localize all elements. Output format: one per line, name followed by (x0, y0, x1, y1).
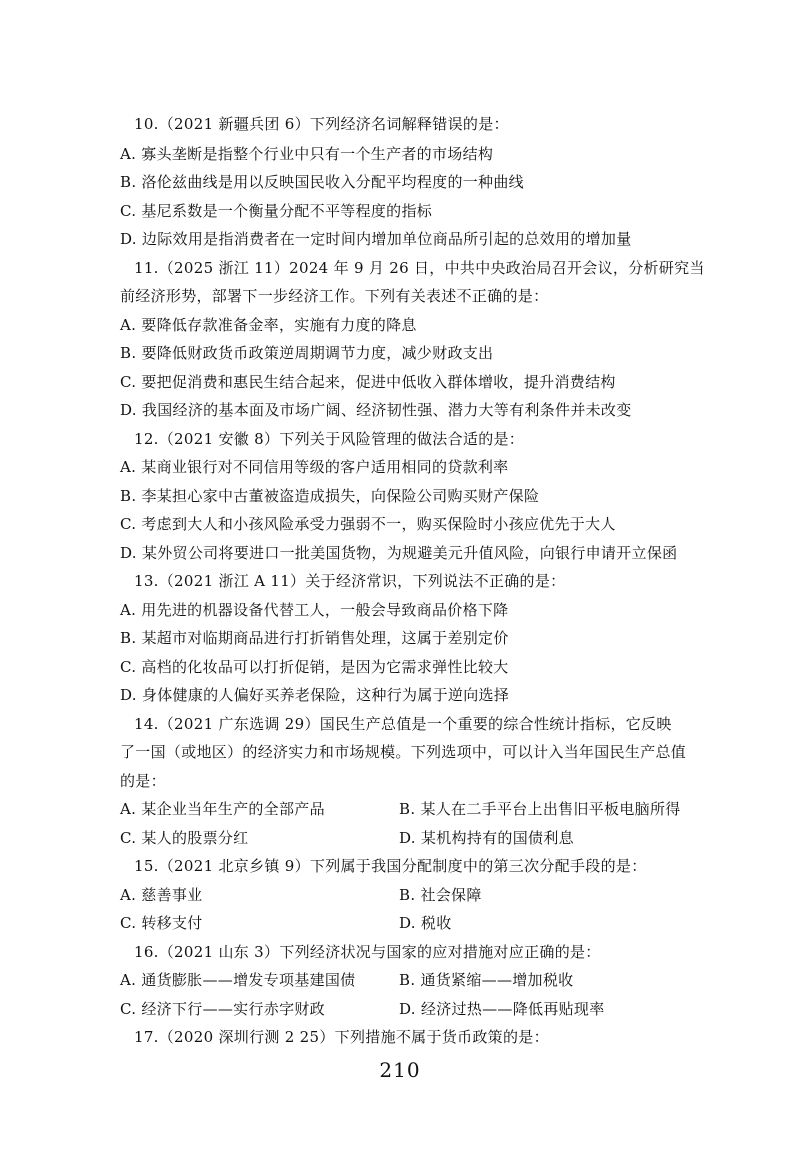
question-14-option-c: C. 某人的股票分红 (120, 829, 249, 847)
question-10-option-c: C. 基尼系数是一个衡量分配不平等程度的指标 (120, 202, 433, 220)
question-10-stem: 10.（2021 新疆兵团 6）下列经济名词解释错误的是： (134, 115, 509, 133)
question-14-option-d: D. 某机构持有的国债利息 (399, 829, 574, 847)
question-11-option-b: B. 要降低财政货币政策逆周期调节力度，减少财政支出 (120, 344, 494, 362)
question-14-option-a: A. 某企业当年生产的全部产品 (120, 800, 325, 818)
question-16-stem: 16.（2021 山东 3）下列经济状况与国家的应对措施对应正确的是： (134, 943, 601, 961)
question-14-stem-line-3: 的是： (120, 772, 166, 790)
question-15-option-b: B. 社会保障 (399, 886, 482, 904)
question-15-option-c: C. 转移支付 (120, 914, 203, 932)
question-11-option-a: A. 要降低存款准备金率，实施有力度的降息 (120, 316, 417, 334)
question-12-stem: 12.（2021 安徽 8）下列关于风险管理的做法合适的是： (134, 430, 525, 448)
question-11-stem-line-1: 11.（2025 浙江 11）2024 年 9 月 26 日，中共中央政治局召开会议，分析研究当 (134, 259, 705, 277)
question-15-stem: 15.（2021 北京乡镇 9）下列属于我国分配制度中的第三次分配手段的是： (134, 857, 647, 875)
question-11-option-c: C. 要把促消费和惠民生结合起来，促进中低收入群体增收，提升消费结构 (120, 373, 616, 391)
question-13-stem: 13.（2021 浙江 A 11）关于经济常识，下列说法不正确的是： (134, 572, 566, 590)
question-13-option-a: A. 用先进的机器设备代替工人，一般会导致商品价格下降 (120, 601, 509, 619)
question-12-option-d: D. 某外贸公司将要进口一批美国货物，为规避美元升值风险，向银行申请开立保函 (120, 544, 678, 562)
question-10-option-b: B. 洛伦兹曲线是用以反映国民收入分配平均程度的一种曲线 (120, 173, 524, 191)
question-17-stem: 17.（2020 深圳行测 2 25）下列措施不属于货币政策的是： (134, 1028, 549, 1046)
question-11-option-d: D. 我国经济的基本面及市场广阔、经济韧性强、潜力大等有利条件并未改变 (120, 401, 632, 419)
question-13-option-d: D. 身体健康的人偏好买养老保险，这种行为属于逆向选择 (120, 686, 510, 704)
page-number: 210 (379, 1058, 421, 1082)
question-14-option-b: B. 某人在二手平台上出售旧平板电脑所得 (399, 800, 681, 818)
question-12-option-c: C. 考虑到大人和小孩风险承受力强弱不一，购买保险时小孩应优先于大人 (120, 515, 616, 533)
question-13-option-b: B. 某超市对临期商品进行打折销售处理，这属于差别定价 (120, 629, 509, 647)
question-16-option-d: D. 经济过热——降低再贴现率 (399, 1000, 605, 1018)
question-13-option-c: C. 高档的化妆品可以打折促销，是因为它需求弹性比较大 (120, 658, 509, 676)
question-15-option-d: D. 税收 (399, 914, 452, 932)
question-11-stem-line-2: 前经济形势，部署下一步经济工作。下列有关表述不正确的是： (120, 287, 549, 305)
question-16-option-c: C. 经济下行——实行赤字财政 (120, 1000, 325, 1018)
question-10-option-a: A. 寡头垄断是指整个行业中只有一个生产者的市场结构 (120, 145, 494, 163)
question-14-stem-line-2: 了一国（或地区）的经济实力和市场规模。下列选项中，可以计入当年国民生产总值 (120, 743, 687, 761)
question-12-option-b: B. 李某担心家中古董被盗造成损失，向保险公司购买财产保险 (120, 487, 540, 505)
question-16-option-a: A. 通货膨胀——增发专项基建国债 (120, 971, 356, 989)
question-16-option-b: B. 通货紧缩——增加税收 (399, 971, 574, 989)
question-10-option-d: D. 边际效用是指消费者在一定时间内增加单位商品所引起的总效用的增加量 (120, 230, 632, 248)
question-15-option-a: A. 慈善事业 (120, 886, 203, 904)
question-14-stem-line-1: 14.（2021 广东选调 29）国民生产总值是一个重要的综合性统计指标，它反映 (134, 715, 672, 733)
question-12-option-a: A. 某商业银行对不同信用等级的客户适用相同的贷款利率 (120, 458, 509, 476)
